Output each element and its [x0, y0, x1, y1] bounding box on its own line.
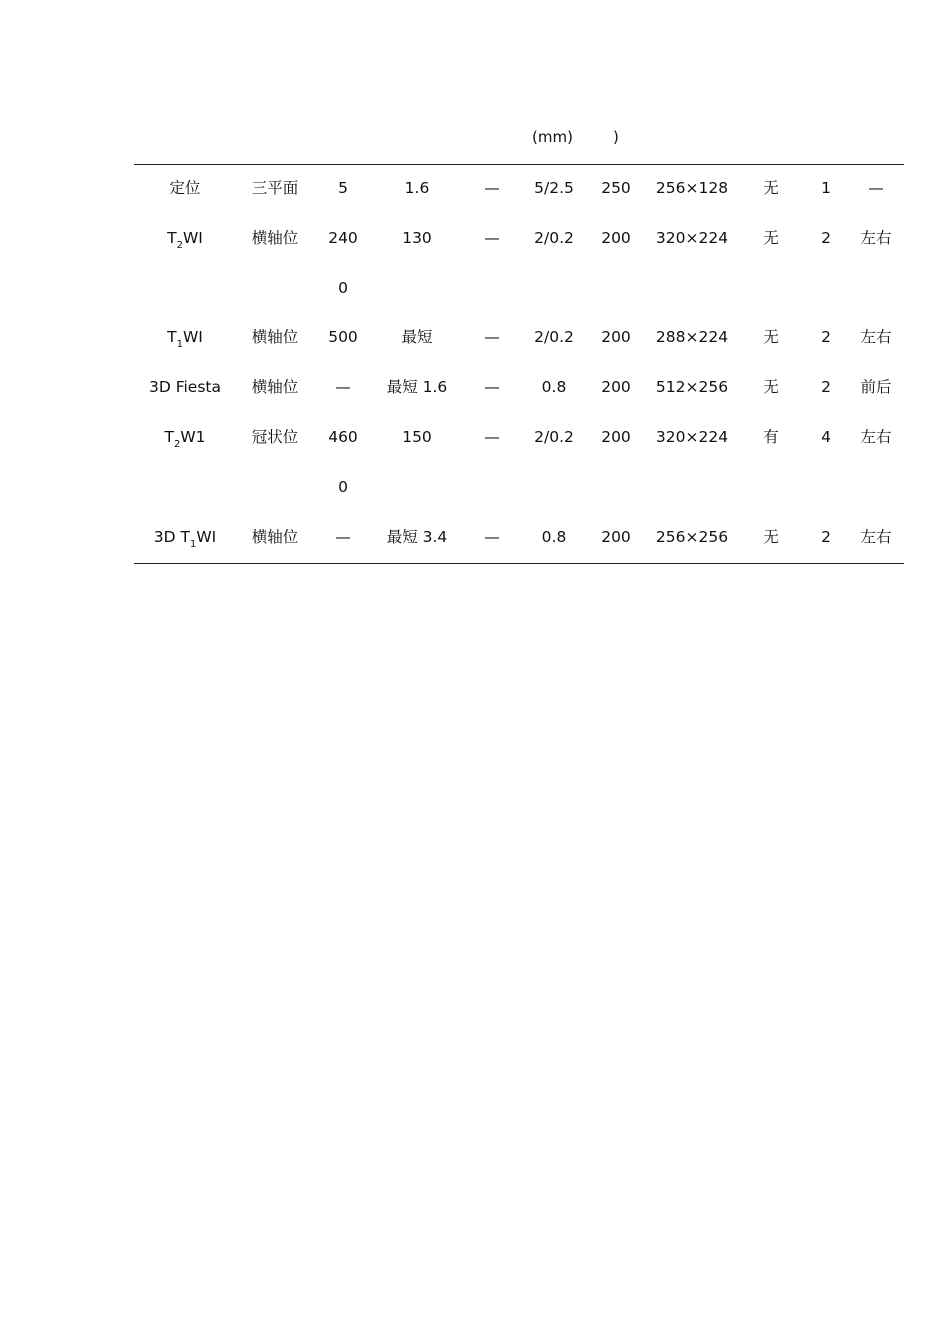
cell-thick: 0.8 [541, 527, 567, 546]
cell-sequence [167, 327, 203, 351]
sequence-text: T [167, 328, 177, 347]
cell-plane: 冠状位 [251, 428, 299, 446]
table-bottom-rule [134, 563, 904, 564]
sequence-suffix: W1 [180, 428, 206, 446]
cell-sat: 无 [763, 179, 779, 197]
header-unit-open: (mm) [532, 128, 573, 146]
cell-matrix: 256×128 [655, 179, 729, 197]
sequence-text: 3D T [153, 527, 190, 546]
cell-sequence [164, 427, 206, 450]
cell-tr: 0 [338, 477, 348, 496]
cell-thick: 2/0.2 [534, 428, 574, 446]
cell-sequence [149, 377, 221, 397]
cell-fov: 200 [601, 527, 631, 546]
cell-plane: 三平面 [251, 179, 299, 197]
cell-matrix: 320×224 [655, 228, 729, 247]
sequence-subscript: 2 [176, 239, 183, 251]
cell-sequence [153, 527, 217, 550]
cell-ti: — [484, 179, 500, 197]
cell-plane: 横轴位 [251, 527, 299, 546]
sequence-text: T [164, 428, 174, 446]
cell-fov: 200 [601, 228, 631, 247]
cell-te: 130 [402, 228, 432, 247]
cell-sat: 无 [763, 328, 779, 347]
cell-fov: 200 [601, 428, 631, 446]
cell-te: 1.6 [404, 179, 430, 197]
cell-ti: — [484, 527, 500, 546]
cell-plane: 横轴位 [251, 378, 299, 397]
cell-sat: 无 [763, 527, 779, 546]
cell-tr: 0 [338, 278, 348, 297]
cell-tr: — [335, 527, 351, 546]
cell-fov: 200 [601, 378, 631, 397]
cell-nex: 1 [821, 179, 831, 197]
cell-te: 最短 3.4 [386, 527, 448, 546]
cell-fov: 200 [601, 328, 631, 347]
cell-tr: — [335, 378, 351, 397]
table-top-rule [134, 164, 904, 165]
cell-sequence [167, 228, 203, 251]
cell-ti: — [484, 378, 500, 397]
cell-thick: 2/0.2 [534, 328, 574, 347]
cell-matrix: 288×224 [655, 328, 729, 347]
header-unit-close: ) [613, 128, 619, 146]
cell-nex: 2 [821, 328, 831, 347]
cell-sat: 有 [763, 428, 779, 446]
cell-nex: 2 [821, 228, 831, 247]
sequence-text: T [167, 228, 177, 247]
cell-dir: 左右 [860, 228, 892, 247]
cell-fov: 250 [601, 179, 631, 197]
sequence-text: 3D Fiesta [148, 378, 222, 397]
cell-thick: 0.8 [541, 378, 567, 397]
cell-matrix: 256×256 [655, 527, 729, 546]
cell-tr: 240 [328, 228, 358, 247]
cell-sat: 无 [763, 378, 779, 397]
cell-thick: 2/0.2 [534, 228, 574, 247]
cell-thick: 5/2.5 [534, 179, 574, 197]
cell-sat: 无 [763, 228, 779, 247]
sequence-suffix: WI [182, 228, 203, 247]
cell-dir: 左右 [860, 328, 892, 347]
cell-te: 最短 [401, 328, 433, 347]
cell-plane: 横轴位 [251, 228, 299, 247]
cell-sequence [169, 178, 200, 198]
cell-te: 最短 1.6 [386, 378, 448, 397]
cell-nex: 2 [821, 378, 831, 397]
sequence-suffix: WI [196, 527, 217, 546]
cell-tr: 500 [328, 328, 358, 347]
sequence-subscript: 2 [173, 439, 181, 450]
cell-plane: 横轴位 [251, 328, 299, 347]
cell-ti: — [484, 328, 500, 347]
cell-ti: — [484, 228, 500, 247]
cell-tr: 5 [338, 179, 348, 197]
cell-matrix: 320×224 [655, 428, 729, 446]
cell-dir: — [868, 179, 884, 197]
sequence-subscript: 1 [176, 339, 183, 351]
sequence-suffix: WI [182, 328, 203, 347]
cell-tr: 460 [328, 428, 358, 446]
cell-nex: 4 [821, 428, 831, 446]
cell-te: 150 [402, 428, 432, 446]
cell-nex: 2 [821, 527, 831, 546]
cell-dir: 前后 [860, 378, 892, 397]
sequence-text: 定位 [169, 179, 201, 197]
cell-dir: 左右 [860, 527, 892, 546]
cell-dir: 左右 [860, 428, 892, 446]
cell-ti: — [484, 428, 500, 446]
sequence-subscript: 1 [189, 538, 197, 550]
cell-matrix: 512×256 [655, 378, 729, 397]
